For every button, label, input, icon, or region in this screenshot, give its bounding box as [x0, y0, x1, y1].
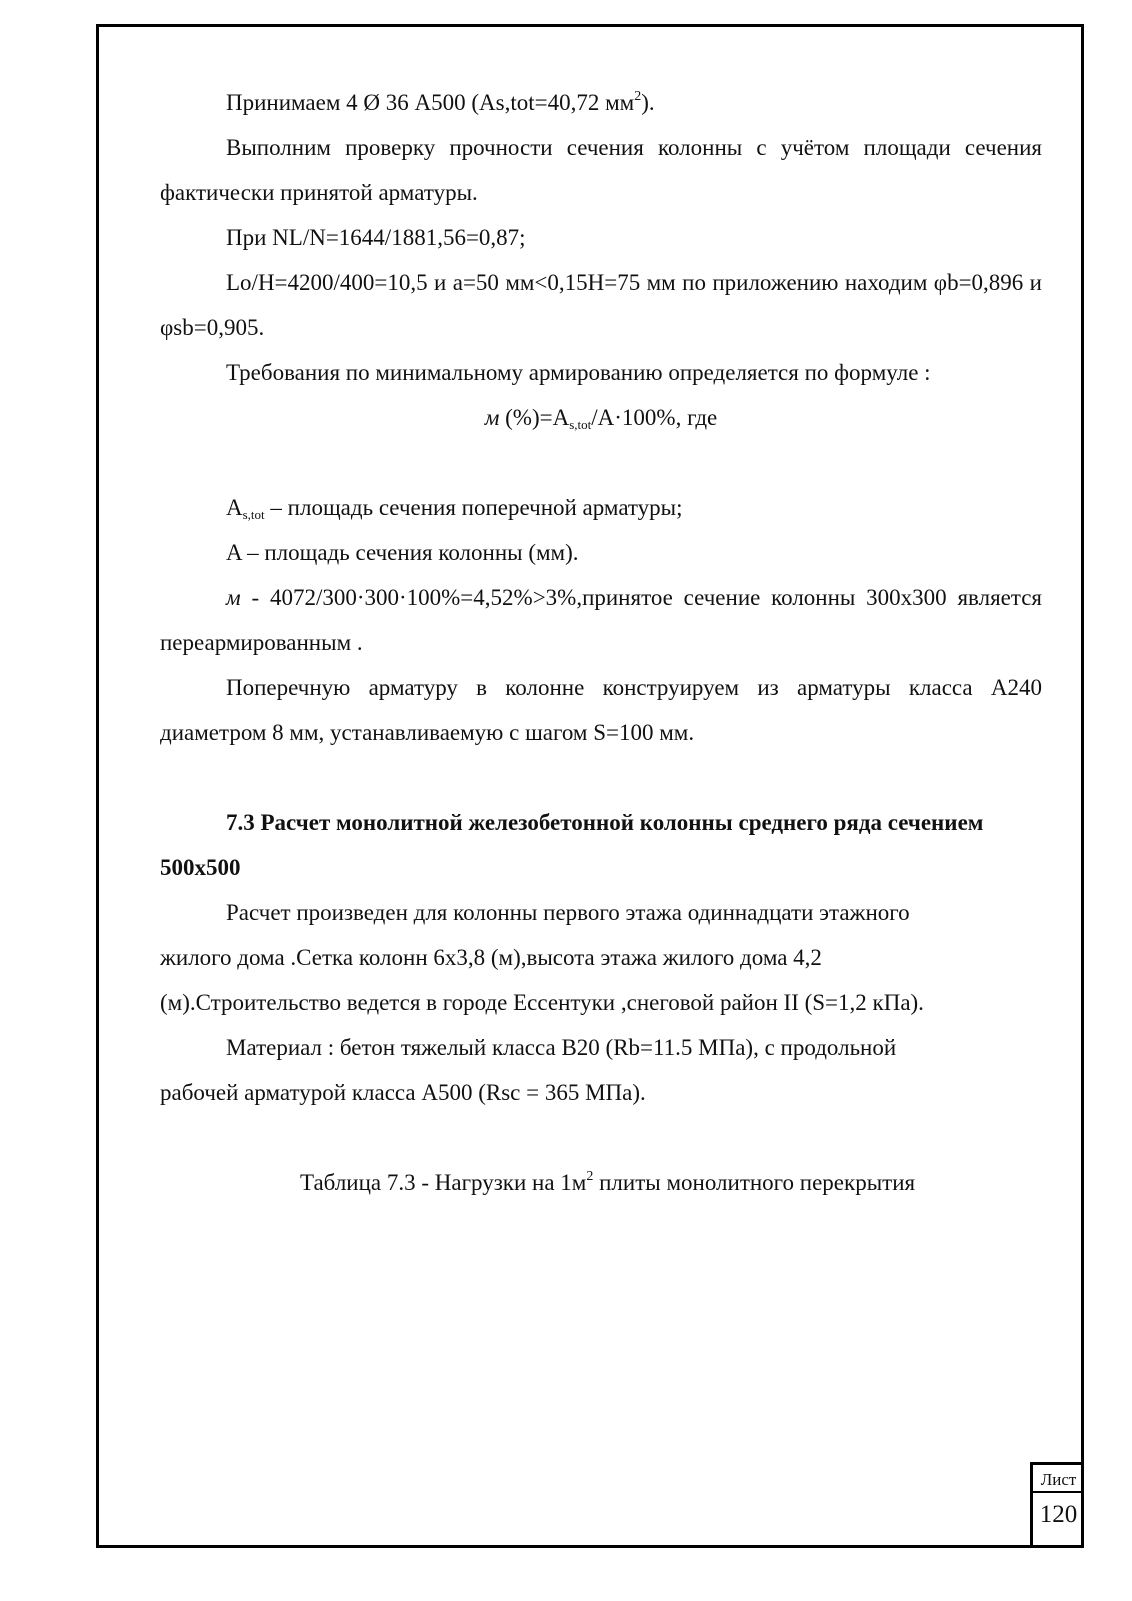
formula-mu: м	[226, 585, 241, 610]
formula-mu: м	[484, 405, 500, 430]
paragraph-calc-line-3: (м).Строительство ведется в городе Ессентуки ,снеговой район II (S=1,2 кПа).	[160, 990, 924, 1015]
text: /A·100%, где	[591, 405, 718, 430]
table-caption	[300, 1160, 1042, 1205]
paragraph-nl-ratio: При NL/N=1644/1881,56=0,87;	[226, 225, 526, 250]
section-heading: 7.3 Расчет монолитной железобетонной колонны среднего ряда сечением 500х500	[160, 810, 984, 880]
paragraph-ratio-result	[160, 575, 1042, 665]
paragraph-calc-line-1: Расчет произведен для колонны первого этажа одиннадцати этажного	[226, 900, 910, 925]
paragraph-min-reinforcement: Требования по минимальному армированию определяется по формуле :	[226, 360, 931, 385]
text: (%)=A	[499, 405, 570, 430]
superscript: 2	[634, 89, 642, 104]
text: – площадь сечения поперечной арматуры;	[264, 495, 683, 520]
subscript: s,tot	[569, 417, 592, 432]
text: A	[226, 495, 243, 520]
paragraph-transverse-rebar: Поперечную арматуру в колонне конструируем из арматуры класса А240 диаметром 8 мм, устанавливаемую с шагом S=100 мм.	[160, 675, 1042, 745]
definition-as-tot	[160, 485, 1042, 530]
text: Принимаем 4 Ø 36 А500 (As,tot=40,72 мм	[226, 90, 635, 115]
paragraph-slenderness: Lo/H=4200/400=10,5 и а=50 мм<0,15Н=75 мм по приложению находим φb=0,896 и φsb=0,905.	[160, 270, 1042, 340]
text: - 4072/300·300·100%=4,52%>3%,принятое сечение колонны 300х300 является переармированным .	[160, 585, 1042, 655]
paragraph-calc-line-2: жилого дома .Сетка колонн 6х3,8 (м),высота этажа жилого дома 4,2	[160, 945, 822, 970]
sheet-number: 120	[1039, 1501, 1078, 1528]
superscript: 2	[586, 1169, 594, 1184]
text: Таблица 7.3 - Нагрузки на 1м	[300, 1170, 587, 1195]
paragraph-strength-check: Выполним проверку прочности сечения колонны с учётом площади сечения фактически принятой арматуры.	[160, 135, 1042, 205]
paragraph-material-line-2: рабочей арматурой класса А500 (Rsc = 365 МПа).	[160, 1080, 646, 1105]
text: ).	[641, 90, 655, 115]
text: плиты монолитного перекрытия	[593, 1170, 916, 1195]
formula-reinforcement-ratio	[160, 395, 1042, 440]
paragraph-accepted-rebar	[160, 80, 1042, 125]
paragraph-material-line-1: Материал : бетон тяжелый класса В20 (Rb=11.5 МПа), с продольной	[226, 1035, 897, 1060]
sheet-stamp	[1030, 1462, 1084, 1548]
definition-a: A – площадь сечения колонны (мм).	[226, 540, 579, 565]
sheet-label: Лист	[1033, 1469, 1084, 1493]
subscript: s,tot	[242, 507, 265, 522]
